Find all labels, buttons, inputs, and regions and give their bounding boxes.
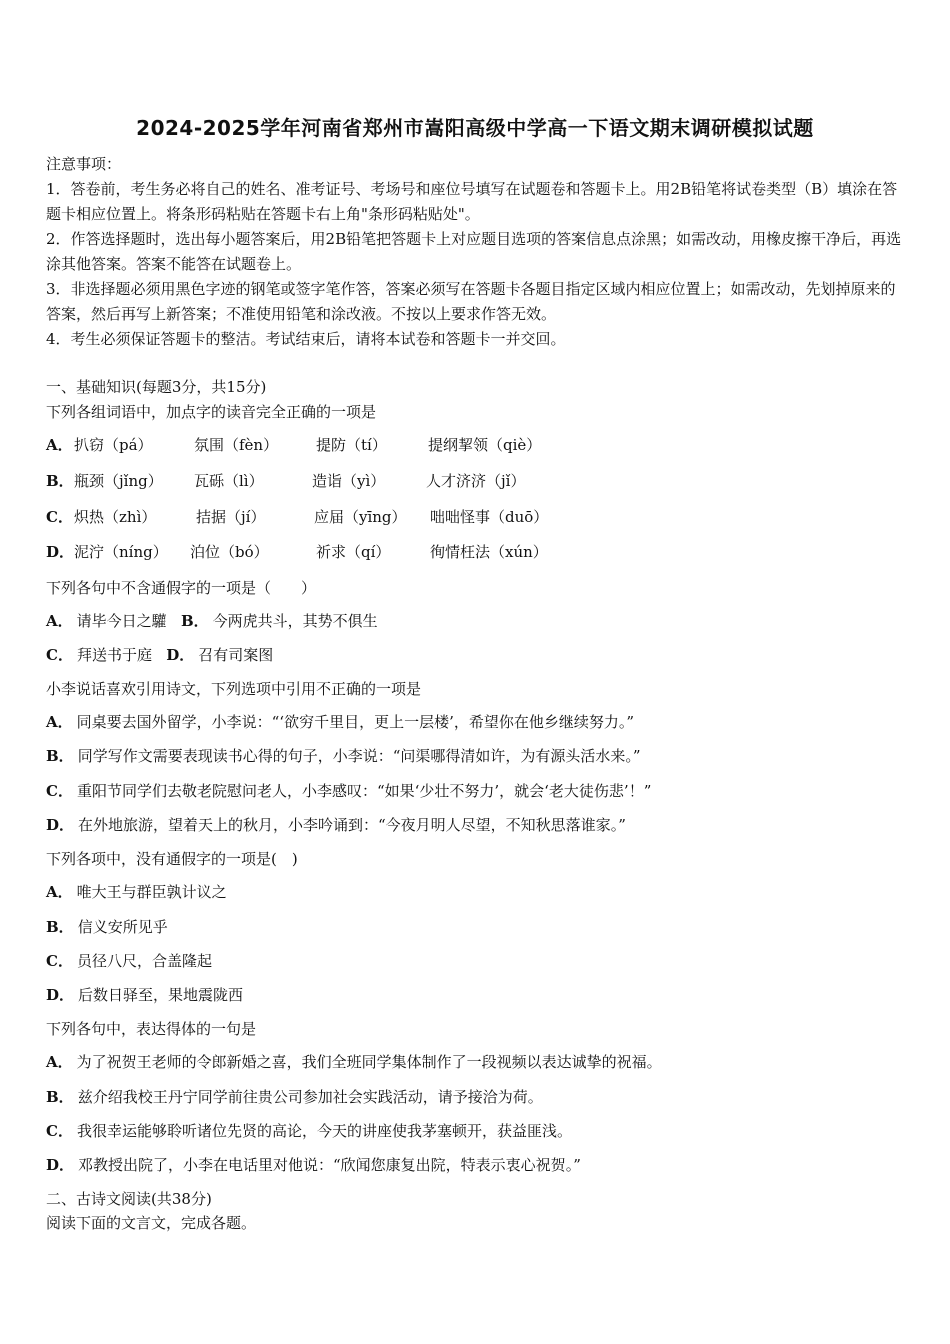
- section-heading: 一、基础知识(每题3分，共15分): [46, 378, 267, 396]
- question-stem: 小李说话喜欢引用诗文，下列选项中引用不正确的一项是: [46, 680, 422, 698]
- option-item: 祈求（qí）: [316, 543, 391, 561]
- option-text: 我很幸运能够聆听诸位先贤的高论，今天的讲座使我茅塞顿开，获益匪浅。: [76, 1122, 572, 1140]
- option-item: 瓦砾（lì）: [194, 472, 264, 490]
- option-item: 拮据（jí）: [196, 508, 266, 526]
- question-stem: 下列各句中不含通假字的一项是（ ）: [46, 579, 317, 597]
- notice-item: 4．考生必须保证答题卡的整洁。考试结束后，请将本试卷和答题卡一并交回。: [46, 330, 566, 348]
- option-item: 提防（tí）: [316, 436, 387, 454]
- option-label: D．: [46, 543, 75, 561]
- option-row: [46, 984, 243, 1005]
- option-text: 员径八尺，合盖隆起: [76, 952, 212, 970]
- notice-item: 2．作答选择题时，选出每小题答案后，用2B铅笔把答题卡上对应题目选项的答案信息点涂黑；如需改动，用橡皮擦干净后，再选涂其他答案。答案不能答在试题卷上。: [46, 230, 902, 273]
- option-label: D．: [46, 816, 75, 834]
- option-text: 召有司案图: [198, 646, 274, 664]
- option-item: 泊位（bó）: [190, 543, 269, 561]
- option-item: 人才济济（jǐ）: [426, 472, 526, 490]
- option-text: 重阳节同学们去敬老院慰问老人，小李感叹：“如果‘少壮不努力’，就会‘老大徒伤悲’！”: [76, 782, 652, 800]
- option-row: [46, 780, 651, 801]
- option-label: C．: [46, 952, 73, 970]
- option-label: C．: [46, 1122, 73, 1140]
- notice-block: [46, 152, 906, 352]
- page-title: 2024-2025学年河南省郑州市嵩阳高级中学高一下语文期末调研模拟试题: [136, 116, 814, 140]
- option-label: A．: [46, 713, 73, 731]
- option-row: [46, 916, 168, 937]
- option-text: 信义安所见乎: [77, 918, 168, 936]
- option-item: 瓶颈（jǐng）: [74, 472, 163, 490]
- question-stem: 下列各句中，表达得体的一句是: [46, 1020, 257, 1038]
- option-text: 今两虎共斗，其势不俱生: [212, 612, 378, 630]
- option-item: 扒窃（pá）: [74, 436, 153, 454]
- option-label: C．: [46, 508, 73, 526]
- option-text: 请毕今日之驩: [76, 612, 167, 630]
- option-item: 徇情枉法（xún）: [430, 543, 548, 561]
- option-text: 邓教授出院了，小李在电话里对他说：“欣闻您康复出院，特表示衷心祝贺。”: [78, 1156, 581, 1174]
- notice-heading: 注意事项：: [46, 155, 122, 173]
- option-label: D．: [46, 1156, 75, 1174]
- option-row: [46, 745, 641, 766]
- option-text: 后数日驿至，果地震陇西: [78, 986, 244, 1004]
- question-stem: 下列各组词语中，加点字的读音完全正确的一项是: [46, 403, 377, 421]
- option-item: 炽热（zhì）: [74, 508, 157, 526]
- option-label: B．: [46, 918, 74, 936]
- option-row: [46, 1051, 662, 1072]
- option-label: A．: [46, 883, 73, 901]
- option-row: [46, 711, 634, 732]
- option-label: C．: [46, 782, 73, 800]
- option-label: D．: [166, 646, 195, 664]
- section-heading: 二、古诗文阅读(共38分): [46, 1190, 212, 1208]
- option-text: 为了祝贺王老师的令郎新婚之喜，我们全班同学集体制作了一段视频以表达诚挚的祝福。: [76, 1053, 662, 1071]
- option-item: 氛围（fèn）: [194, 436, 279, 454]
- option-item: 造诣（yì）: [312, 472, 386, 490]
- option-label: B．: [46, 1088, 74, 1106]
- option-row: [46, 644, 273, 665]
- option-item: 应届（yīng）: [314, 508, 407, 526]
- option-text: 同桌要去国外留学，小李说：“‘欲穷千里目，更上一层楼’，希望你在他乡继续努力。”: [76, 713, 635, 731]
- option-label: B．: [46, 472, 74, 490]
- option-row: [46, 610, 378, 631]
- option-text: 同学写作文需要表现读书心得的句子，小李说：“问渠哪得清如许，为有源头活水来。”: [77, 747, 641, 765]
- notice-item: 1．答卷前，考生务必将自己的姓名、准考证号、考场号和座位号填写在试题卷和答题卡上。用2B铅笔将试卷类型（B）填涂在答题卡相应位置上。将条形码粘贴在答题卡右上角"条形码粘贴处"。: [46, 180, 898, 223]
- option-label: A．: [46, 612, 73, 630]
- option-row: [46, 881, 227, 902]
- option-label: B．: [46, 747, 74, 765]
- option-item: 提纲挈领（qiè）: [428, 436, 542, 454]
- option-row: [46, 950, 212, 971]
- option-label: D．: [46, 986, 75, 1004]
- option-text: 拜送书于庭: [76, 646, 152, 664]
- option-label: C．: [46, 646, 73, 664]
- option-text: 兹介绍我校王丹宁同学前往贵公司参加社会实践活动，请予接洽为荷。: [77, 1088, 543, 1106]
- notice-item: 3．非选择题必须用黑色字迹的钢笔或签字笔作答，答案必须写在答题卡各题目指定区域内相应位置上；如需改动，先划掉原来的答案，然后再写上新答案；不准使用铅笔和涂改液。不按以上要求作答无效。: [46, 280, 896, 323]
- option-text: 在外地旅游，望着天上的秋月，小李吟诵到：“今夜月明人尽望，不知秋思落谁家。”: [78, 816, 626, 834]
- option-text: 唯大王与群臣孰计议之: [76, 883, 227, 901]
- question-stem: 下列各项中，没有通假字的一项是( ): [46, 850, 298, 868]
- option-item: 咄咄怪事（duō）: [430, 508, 549, 526]
- option-row: [46, 1154, 581, 1175]
- option-row: [46, 814, 626, 835]
- option-label: A．: [46, 436, 73, 454]
- option-row: [46, 1120, 572, 1141]
- section-intro: 阅读下面的文言文，完成各题。: [46, 1214, 257, 1232]
- option-label: A．: [46, 1053, 73, 1071]
- option-label: B．: [180, 612, 209, 630]
- option-row: [46, 1086, 543, 1107]
- option-item: 泥泞（níng）: [74, 543, 168, 561]
